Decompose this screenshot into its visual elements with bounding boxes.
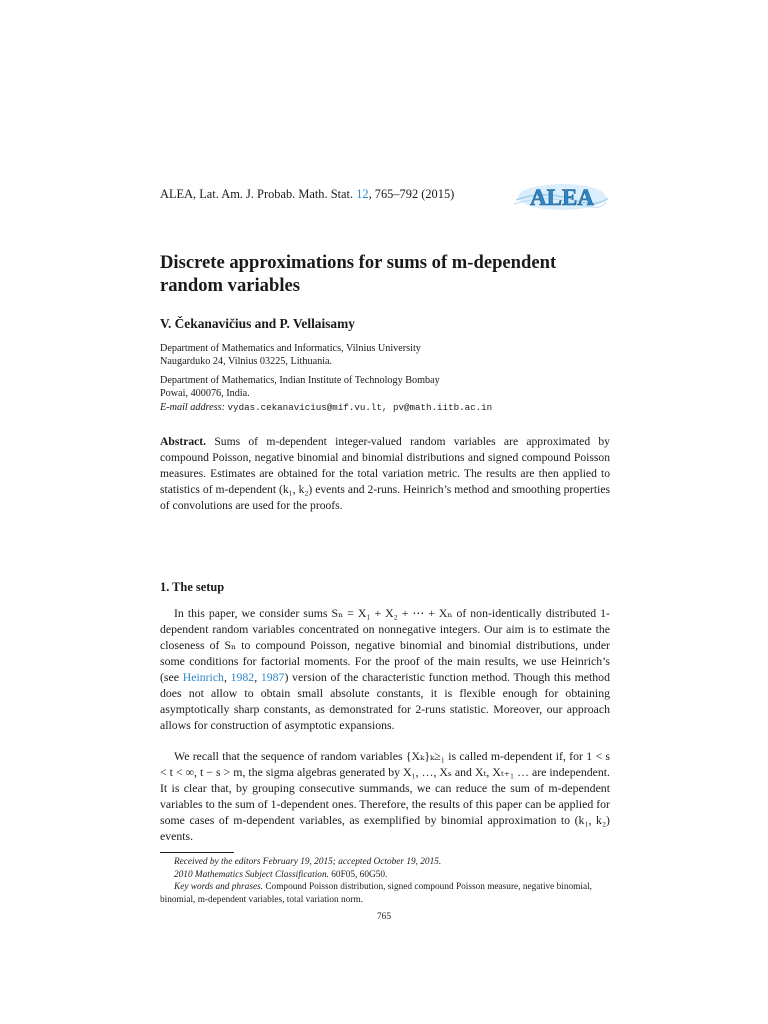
abstract-label: Abstract.	[160, 435, 207, 448]
section-title: 1. The setup	[160, 580, 225, 594]
keywords-note	[160, 881, 610, 906]
email-addresses[interactable]: vydas.cekanavicius@mif.vu.lt, pv@math.iitb.ac.in	[227, 401, 493, 413]
journal-name: ALEA, Lat. Am. J. Probab. Math. Stat.	[160, 187, 354, 201]
email-line	[160, 401, 620, 414]
keywords-label: Key words and phrases.	[174, 882, 264, 893]
journal-citation	[160, 186, 454, 202]
paragraph-2: We recall that the sequence of random variables {Xₖ}ₖ≥₁ is called m-dependent if, for 1 < s < t < ∞, t − s > m, the sigma algebras generated by X₁, …, Xₛ and Xₜ, Xₜ₊₁ … are independent. It is clear that, by grouping consecutive summands, we can reduce the sum of m-dependent variables to the sum of 1-dependent ones. Therefore, the results of this paper can be applied for some cases of m-dependent variables, as exemplified by binomial approximation to (k₁, k₂) events.	[160, 749, 610, 843]
affiliation-line: Department of Mathematics, Indian Institute of Technology Bombay	[160, 375, 440, 386]
affiliation-2	[160, 374, 620, 414]
abstract-text: Sums of m-dependent integer-valued random variables are approximated by compound Poisson, negative binomial and binomial distributions and signed compound Poisson measures. Estimates are obtained for the total variation metric. The results are then applied to statistics of m-dependent (k₁, k₂) events and 2-runs. Heinrich’s method and smoothing properties of convolutions are used for the proofs.	[160, 435, 610, 512]
footnotes	[160, 856, 610, 906]
citation-sep: ,	[223, 670, 231, 684]
keywords-text: Compound Poisson distribution, signed compound Poisson measure, negative binomial, binomial, m-dependent variables, total variation norm.	[160, 882, 593, 905]
paragraph-1	[160, 605, 610, 733]
citation-link[interactable]: 1982	[230, 670, 255, 684]
email-label: E-mail address:	[160, 401, 225, 413]
volume-link[interactable]: 12	[356, 187, 369, 201]
alea-logo	[512, 178, 608, 214]
affiliation-line: Naugarduko 24, Vilnius 03225, Lithuania.	[160, 356, 333, 368]
citation-sep: ,	[254, 670, 261, 684]
citation-link[interactable]: Heinrich	[182, 670, 224, 684]
abstract	[160, 434, 610, 514]
pages-year: , 765–792 (2015)	[368, 187, 455, 201]
msc-codes: 60F05, 60G50.	[331, 869, 388, 880]
affiliation-line: Department of Mathematics and Informatics, Vilnius University	[160, 343, 421, 354]
paper-title: Discrete approximations for sums of m-dependent random variables	[160, 252, 557, 296]
affiliation-1	[160, 342, 620, 369]
citation-link[interactable]: 1987	[260, 670, 285, 684]
paragraph-text: ) version of the characteristic function method. Though this method does not allow to obtain small absolute constants, it is flexible enough for obtaining asymptotically sharp constants, as demonstrated for 2-runs statistic. Moreover, our approach allows for construction of asymptotic expansions.	[160, 670, 610, 732]
authors: V. Čekanavičius and P. Vellaisamy	[160, 316, 355, 331]
paragraph-text: In this paper, we consider sums Sₙ = X₁ + X₂ + ⋯ + Xₙ of non-identically distributed 1-dependent random variables concentrated on nonnegative integers. Our aim is to estimate the closeness of Sₙ to compound Poisson, negative binomial and binomial distributions, under some conditions for factorial moments. For the proof of the main results, we use Heinrich’s (see	[160, 606, 610, 684]
footnote-rule	[160, 852, 234, 853]
affiliation-line: Powai, 400076, India.	[160, 388, 250, 400]
msc-note	[160, 869, 610, 882]
msc-label: 2010 Mathematics Subject Classification.	[174, 869, 329, 880]
page-number: 765	[377, 912, 391, 922]
received-note: Received by the editors February 19, 2015; accepted October 19, 2015.	[174, 857, 442, 867]
logo-text: ALEA	[530, 185, 594, 210]
